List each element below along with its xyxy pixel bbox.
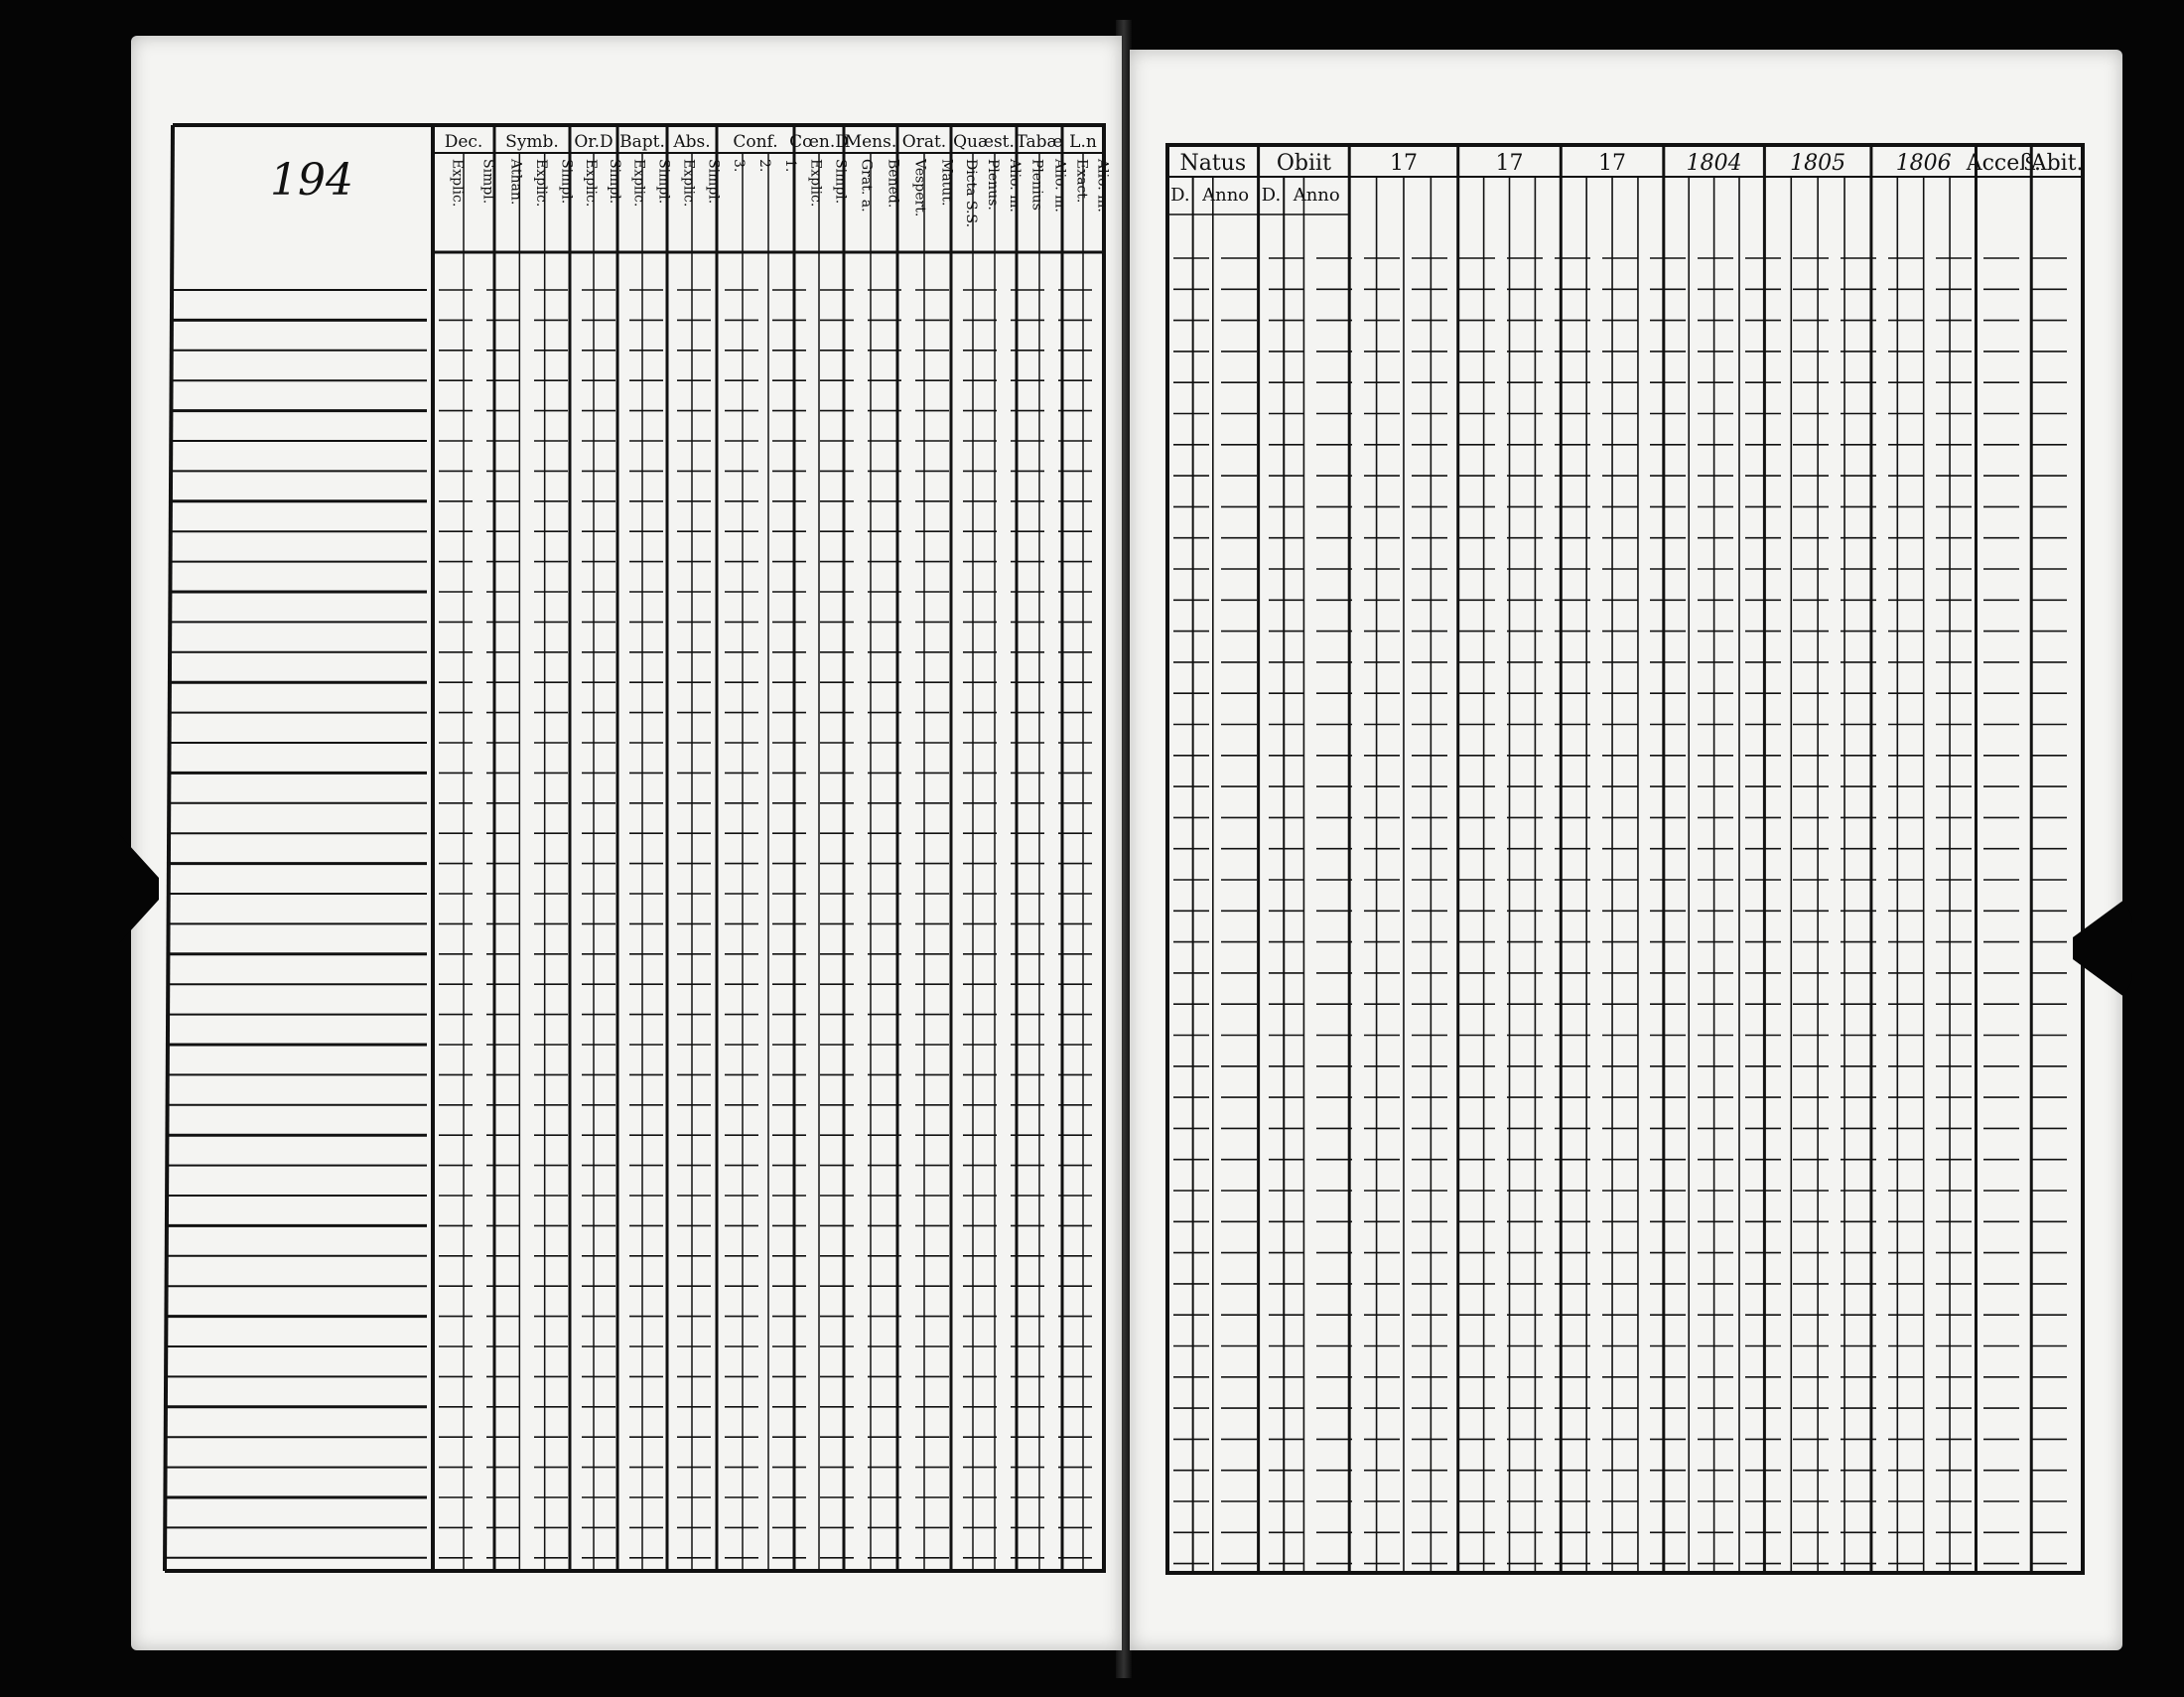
- group-header-label: Abs.: [673, 132, 711, 152]
- group-header-label: Quæst.: [953, 132, 1015, 152]
- left-page-grid: [131, 36, 1122, 1650]
- subcolumn-label: Simpl.: [607, 159, 622, 205]
- page-number: 194: [270, 155, 353, 206]
- subcolumn-label: Simpl.: [479, 159, 496, 205]
- group-header-label: Conf.: [733, 132, 778, 152]
- group-header-label: 17: [1598, 151, 1627, 176]
- group-header-label: Symb.: [505, 132, 559, 152]
- group-header-label: 1804: [1686, 151, 1742, 176]
- group-header-label: 17: [1495, 151, 1524, 176]
- subcolumn-label: Plenius: [1028, 159, 1045, 211]
- subcolumn-label: Anno: [1293, 185, 1340, 206]
- right-page: [1130, 50, 2122, 1650]
- group-header-label: 1805: [1790, 151, 1846, 176]
- subcolumn-label: Exact.: [1073, 159, 1090, 204]
- subcolumn-label: Dicta S.S.: [963, 159, 979, 228]
- subcolumn-label: Plenus.: [985, 159, 1001, 211]
- group-header-label: L.n: [1069, 132, 1097, 152]
- register-frame: [1167, 145, 2083, 1573]
- subcolumn-label: Simpl.: [558, 159, 575, 205]
- group-header-label: Acceß.: [1966, 151, 2041, 176]
- group-header-label: 17: [1389, 151, 1418, 176]
- subcolumn-label: Explic.: [533, 159, 549, 208]
- left-edge-rule: [165, 125, 173, 1571]
- subcolumn-label: Simpl.: [655, 159, 672, 205]
- group-header-label: Cœn.D: [789, 132, 849, 152]
- subcolumn-label: Explic.: [680, 159, 697, 208]
- subcolumn-label: Anno: [1202, 185, 1250, 206]
- subcolumn-label: 1.: [782, 159, 798, 173]
- right-page-grid: [1130, 50, 2122, 1650]
- subcolumn-label: Explic.: [807, 159, 824, 208]
- subcolumn-label: Grat. a.: [858, 159, 875, 212]
- subcolumn-label: 2.: [756, 159, 772, 173]
- group-header-label: Dec.: [444, 132, 483, 152]
- subcolumn-label: 3.: [731, 159, 747, 173]
- left-page: [131, 36, 1122, 1650]
- group-header-label: Orat.: [901, 132, 947, 152]
- subcolumn-label: Alio. m.: [1094, 159, 1111, 212]
- subcolumn-label: D.: [1261, 185, 1282, 206]
- subcolumn-label: Athan.: [507, 159, 524, 206]
- group-header-label: Mens.: [844, 132, 897, 152]
- group-header-label: Obiit: [1276, 151, 1331, 176]
- subcolumn-label: Alio. m.: [1007, 159, 1023, 212]
- group-header-label: Or.D: [574, 132, 614, 152]
- subcolumn-label: Alio. m.: [1051, 159, 1068, 212]
- subcolumn-label: Simpl.: [832, 159, 849, 205]
- subcolumn-label: Explic.: [630, 159, 647, 208]
- subcolumn-label: Bened.: [885, 159, 901, 209]
- subcolumn-label: Vespert.: [911, 159, 928, 217]
- group-header-label: Tabæ: [1016, 132, 1063, 152]
- group-header-label: Natus: [1179, 151, 1247, 176]
- subcolumn-label: Explic.: [449, 159, 466, 208]
- group-header-label: Bapt.: [619, 132, 665, 152]
- subcolumn-label: D.: [1170, 185, 1190, 206]
- subcolumn-label: Simpl.: [705, 159, 722, 205]
- subcolumn-label: Explic.: [583, 159, 599, 208]
- group-header-label: Abit.: [2030, 151, 2084, 176]
- group-header-label: 1806: [1895, 151, 1952, 176]
- subcolumn-label: Matut.: [938, 159, 955, 207]
